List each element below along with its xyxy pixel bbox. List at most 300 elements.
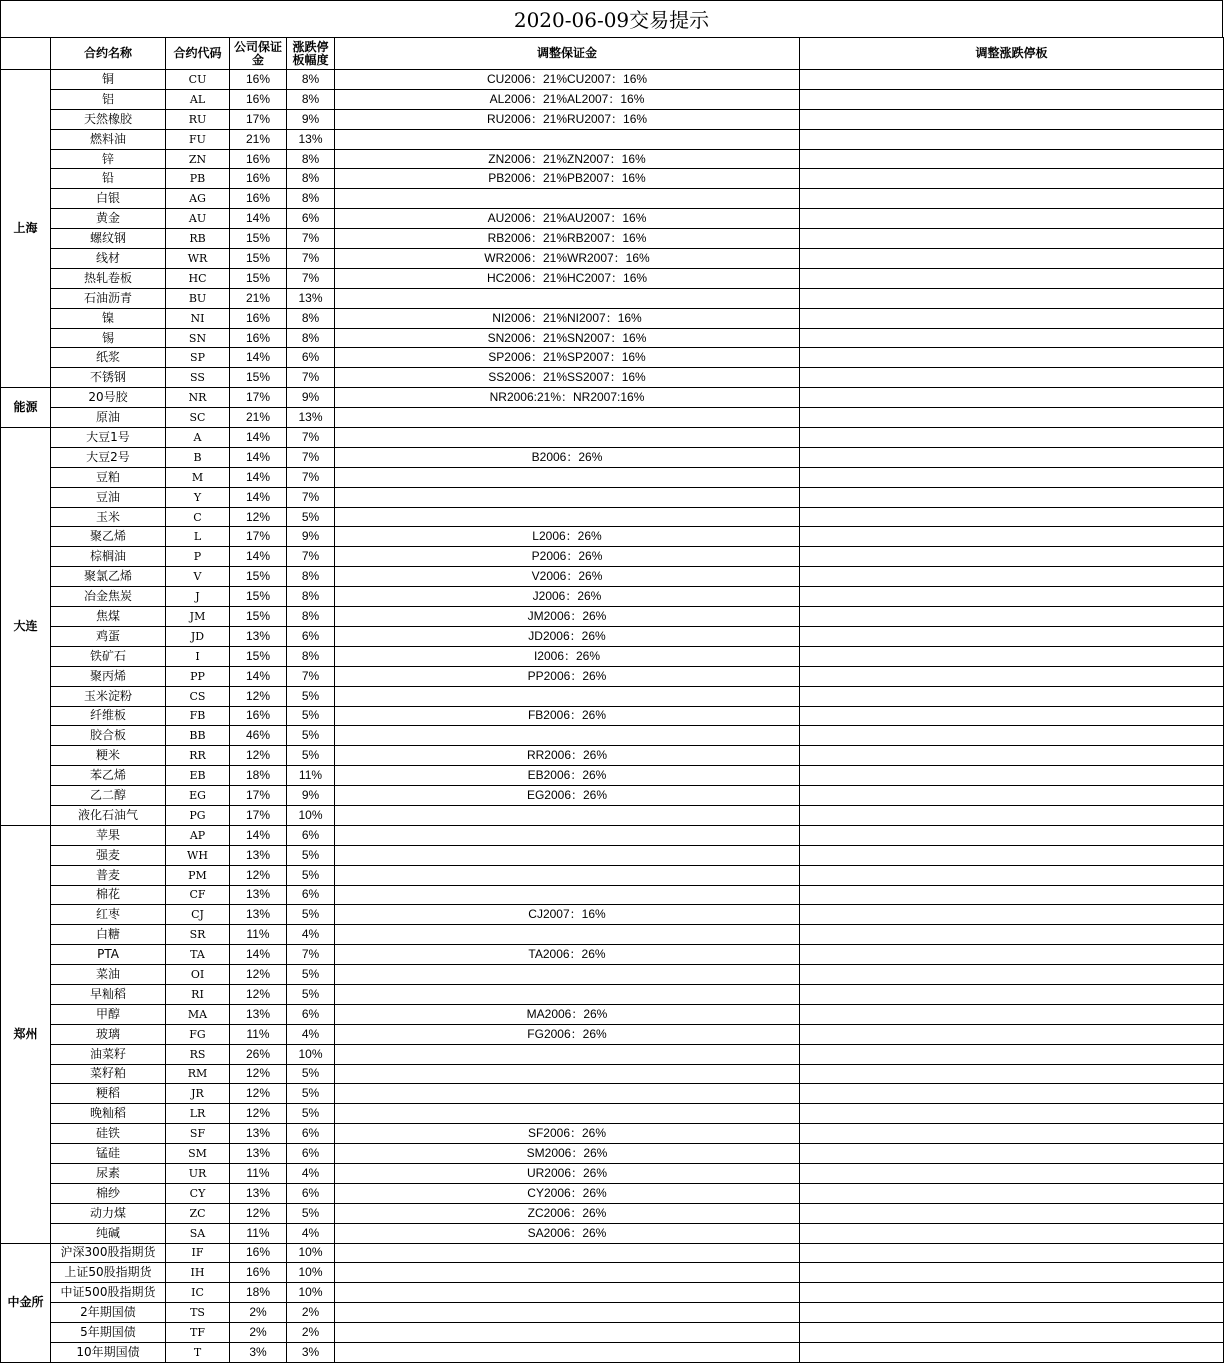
contract-code-cell: PG (166, 805, 230, 825)
table-row (1, 527, 1224, 547)
price-limit-cell: 5% (287, 507, 335, 527)
contract-name-cell: 菜油 (51, 965, 166, 985)
adjust-margin-cell (335, 1303, 800, 1323)
contract-name-cell: 锡 (51, 328, 166, 348)
adjust-margin-cell: B2006：26% (335, 447, 800, 467)
adjust-limit-cell (800, 1084, 1224, 1104)
adjust-margin-cell: RR2006：26% (335, 746, 800, 766)
company-margin-cell: 14% (230, 825, 287, 845)
adjust-limit-cell (800, 1024, 1224, 1044)
adjust-limit-cell (800, 686, 1224, 706)
table-row (1, 786, 1224, 806)
adjust-limit-cell (800, 766, 1224, 786)
adjust-margin-cell: NI2006：21%NI2007：16% (335, 308, 800, 328)
contract-name-cell: 油菜籽 (51, 1044, 166, 1064)
price-limit-cell: 8% (287, 308, 335, 328)
price-limit-cell: 5% (287, 1203, 335, 1223)
company-margin-cell: 15% (230, 587, 287, 607)
adjust-limit-cell (800, 1303, 1224, 1323)
contract-code-cell: AP (166, 825, 230, 845)
contract-name-cell: 纤维板 (51, 706, 166, 726)
table-row (1, 706, 1224, 726)
company-margin-cell: 13% (230, 905, 287, 925)
company-margin-cell: 16% (230, 1243, 287, 1263)
price-limit-cell: 13% (287, 129, 335, 149)
company-margin-cell: 16% (230, 706, 287, 726)
table-row (1, 70, 1224, 90)
table-row (1, 1283, 1224, 1303)
header-row (1, 38, 1224, 70)
contract-name-cell: 5年期国债 (51, 1323, 166, 1343)
exchange-cell: 大连 (1, 428, 51, 826)
contract-code-cell: AL (166, 89, 230, 109)
contract-name-cell: 普麦 (51, 865, 166, 885)
contract-name-cell: 玉米 (51, 507, 166, 527)
company-margin-cell: 14% (230, 348, 287, 368)
adjust-margin-cell: PP2006：26% (335, 666, 800, 686)
contract-code-cell: HC (166, 268, 230, 288)
adjust-margin-cell (335, 408, 800, 428)
table-row (1, 169, 1224, 189)
adjust-limit-cell (800, 189, 1224, 209)
contract-name-cell: 硅铁 (51, 1124, 166, 1144)
adjust-margin-cell: TA2006：26% (335, 945, 800, 965)
price-limit-cell: 5% (287, 1064, 335, 1084)
company-margin-cell: 16% (230, 189, 287, 209)
table-row (1, 984, 1224, 1004)
table-body (1, 70, 1224, 1363)
contract-code-cell: A (166, 428, 230, 448)
contract-name-cell: 尿素 (51, 1163, 166, 1183)
adjust-limit-cell (800, 467, 1224, 487)
table-row (1, 507, 1224, 527)
company-margin-cell: 15% (230, 646, 287, 666)
adjust-limit-cell (800, 1104, 1224, 1124)
price-limit-cell: 7% (287, 268, 335, 288)
contract-code-cell: FG (166, 1024, 230, 1044)
table-row (1, 1343, 1224, 1363)
price-limit-cell: 7% (287, 945, 335, 965)
price-limit-cell: 2% (287, 1303, 335, 1323)
contract-code-cell: AU (166, 209, 230, 229)
price-limit-cell: 5% (287, 1084, 335, 1104)
adjust-limit-cell (800, 626, 1224, 646)
adjust-limit-cell (800, 1163, 1224, 1183)
contract-name-cell: 液化石油气 (51, 805, 166, 825)
adjust-limit-cell (800, 706, 1224, 726)
contract-name-cell: 棉纱 (51, 1183, 166, 1203)
price-limit-cell: 6% (287, 1124, 335, 1144)
table-row (1, 805, 1224, 825)
adjust-limit-cell (800, 1044, 1224, 1064)
adjust-limit-cell (800, 984, 1224, 1004)
contract-code-cell: WR (166, 249, 230, 269)
company-margin-cell: 16% (230, 89, 287, 109)
adjust-limit-cell (800, 1283, 1224, 1303)
table-row (1, 965, 1224, 985)
table-row (1, 428, 1224, 448)
adjust-margin-cell (335, 1283, 800, 1303)
price-limit-cell: 6% (287, 626, 335, 646)
adjust-margin-cell (335, 805, 800, 825)
company-margin-cell: 21% (230, 288, 287, 308)
adjust-limit-cell (800, 1124, 1224, 1144)
table-row (1, 925, 1224, 945)
adjust-margin-cell (335, 1084, 800, 1104)
company-margin-cell: 16% (230, 308, 287, 328)
company-margin-cell: 14% (230, 666, 287, 686)
adjust-margin-cell (335, 726, 800, 746)
price-limit-cell: 8% (287, 646, 335, 666)
table-row (1, 666, 1224, 686)
adjust-margin-cell: UR2006：26% (335, 1163, 800, 1183)
company-margin-cell: 16% (230, 169, 287, 189)
contract-name-cell: 苹果 (51, 825, 166, 845)
adjust-limit-cell (800, 1263, 1224, 1283)
adjust-margin-cell (335, 845, 800, 865)
adjust-margin-cell: AL2006：21%AL2007：16% (335, 89, 800, 109)
table-row (1, 268, 1224, 288)
adjust-margin-cell (335, 925, 800, 945)
adjust-limit-cell (800, 288, 1224, 308)
contract-code-cell: RR (166, 746, 230, 766)
contract-code-cell: CU (166, 70, 230, 90)
contract-name-cell: PTA (51, 945, 166, 965)
company-margin-cell: 17% (230, 109, 287, 129)
adjust-limit-cell (800, 865, 1224, 885)
table-row (1, 825, 1224, 845)
adjust-margin-cell: RU2006：21%RU2007：16% (335, 109, 800, 129)
adjust-limit-cell (800, 109, 1224, 129)
price-limit-cell: 7% (287, 467, 335, 487)
adjust-limit-cell (800, 825, 1224, 845)
contract-code-cell: LR (166, 1104, 230, 1124)
table-row (1, 845, 1224, 865)
table-row (1, 328, 1224, 348)
contract-name-cell: 2年期国债 (51, 1303, 166, 1323)
contract-name-cell: 棉花 (51, 885, 166, 905)
table-row (1, 567, 1224, 587)
table-header (1, 38, 1224, 70)
adjust-margin-cell (335, 467, 800, 487)
header-contract-code: 合约代码 (166, 38, 230, 70)
price-limit-cell: 8% (287, 607, 335, 627)
adjust-limit-cell (800, 209, 1224, 229)
price-limit-cell: 4% (287, 1163, 335, 1183)
adjust-margin-cell (335, 1263, 800, 1283)
exchange-cell: 郑州 (1, 825, 51, 1243)
price-limit-cell: 10% (287, 805, 335, 825)
adjust-margin-cell: V2006：26% (335, 567, 800, 587)
adjust-limit-cell (800, 527, 1224, 547)
price-limit-cell: 7% (287, 428, 335, 448)
contract-name-cell: 豆油 (51, 487, 166, 507)
contract-name-cell: 聚丙烯 (51, 666, 166, 686)
company-margin-cell: 16% (230, 70, 287, 90)
table-row (1, 89, 1224, 109)
table-row (1, 308, 1224, 328)
price-limit-cell: 8% (287, 169, 335, 189)
contract-code-cell: PP (166, 666, 230, 686)
contract-code-cell: ZC (166, 1203, 230, 1223)
contract-name-cell: 原油 (51, 408, 166, 428)
table-row (1, 1064, 1224, 1084)
table-row (1, 149, 1224, 169)
table-row (1, 746, 1224, 766)
contract-name-cell: 线材 (51, 249, 166, 269)
contract-name-cell: 动力煤 (51, 1203, 166, 1223)
contract-code-cell: SS (166, 368, 230, 388)
table-row (1, 1323, 1224, 1343)
table-row (1, 447, 1224, 467)
table-row (1, 865, 1224, 885)
contract-name-cell: 热轧卷板 (51, 268, 166, 288)
adjust-margin-cell: FG2006：26% (335, 1024, 800, 1044)
contract-code-cell: PM (166, 865, 230, 885)
contract-code-cell: MA (166, 1004, 230, 1024)
adjust-margin-cell: ZN2006：21%ZN2007：16% (335, 149, 800, 169)
price-limit-cell: 5% (287, 746, 335, 766)
table-row (1, 408, 1224, 428)
adjust-limit-cell (800, 965, 1224, 985)
company-margin-cell: 12% (230, 507, 287, 527)
contract-code-cell: RM (166, 1064, 230, 1084)
exchange-cell: 上海 (1, 70, 51, 388)
contract-name-cell: 大豆2号 (51, 447, 166, 467)
contract-name-cell: 大豆1号 (51, 428, 166, 448)
contract-code-cell: CF (166, 885, 230, 905)
company-margin-cell: 13% (230, 1124, 287, 1144)
company-margin-cell: 46% (230, 726, 287, 746)
company-margin-cell: 12% (230, 1064, 287, 1084)
contract-code-cell: NI (166, 308, 230, 328)
adjust-limit-cell (800, 1243, 1224, 1263)
contract-code-cell: RI (166, 984, 230, 1004)
company-margin-cell: 16% (230, 149, 287, 169)
price-limit-cell: 5% (287, 984, 335, 1004)
contract-name-cell: 棕榈油 (51, 547, 166, 567)
adjust-limit-cell (800, 1144, 1224, 1164)
contract-name-cell: 聚氯乙烯 (51, 567, 166, 587)
contract-code-cell: M (166, 467, 230, 487)
contract-code-cell: ZN (166, 149, 230, 169)
company-margin-cell: 18% (230, 766, 287, 786)
table-row (1, 945, 1224, 965)
contract-name-cell: 玉米淀粉 (51, 686, 166, 706)
table-row (1, 1084, 1224, 1104)
contract-code-cell: IH (166, 1263, 230, 1283)
company-margin-cell: 13% (230, 1004, 287, 1024)
price-limit-cell: 7% (287, 487, 335, 507)
adjust-limit-cell (800, 666, 1224, 686)
contract-name-cell: 上证50股指期货 (51, 1263, 166, 1283)
contract-code-cell: V (166, 567, 230, 587)
company-margin-cell: 15% (230, 567, 287, 587)
contract-code-cell: C (166, 507, 230, 527)
contract-name-cell: 中证500股指期货 (51, 1283, 166, 1303)
company-margin-cell: 14% (230, 209, 287, 229)
adjust-margin-cell (335, 428, 800, 448)
price-limit-cell: 6% (287, 348, 335, 368)
adjust-margin-cell: I2006：26% (335, 646, 800, 666)
price-limit-cell: 6% (287, 1144, 335, 1164)
table-row (1, 487, 1224, 507)
header-company-margin-label: 公司保证金 (233, 39, 282, 67)
contract-code-cell: IC (166, 1283, 230, 1303)
company-margin-cell: 13% (230, 1183, 287, 1203)
adjust-margin-cell: SA2006：26% (335, 1223, 800, 1243)
price-limit-cell: 7% (287, 666, 335, 686)
adjust-limit-cell (800, 348, 1224, 368)
table-row (1, 467, 1224, 487)
adjust-margin-cell (335, 885, 800, 905)
table-row (1, 288, 1224, 308)
price-limit-cell: 7% (287, 249, 335, 269)
table-row (1, 1104, 1224, 1124)
contract-name-cell: 10年期国债 (51, 1343, 166, 1363)
contract-code-cell: IF (166, 1243, 230, 1263)
company-margin-cell: 2% (230, 1303, 287, 1323)
adjust-margin-cell (335, 1104, 800, 1124)
table-row (1, 1223, 1224, 1243)
adjust-margin-cell: NR2006:21%：NR2007:16% (335, 388, 800, 408)
price-limit-cell: 11% (287, 766, 335, 786)
contract-code-cell: TS (166, 1303, 230, 1323)
company-margin-cell: 15% (230, 229, 287, 249)
table-row (1, 348, 1224, 368)
header-company-margin (230, 38, 287, 70)
adjust-limit-cell (800, 507, 1224, 527)
table-row (1, 1203, 1224, 1223)
company-margin-cell: 12% (230, 686, 287, 706)
adjust-margin-cell (335, 288, 800, 308)
adjust-limit-cell (800, 905, 1224, 925)
table-row (1, 1044, 1224, 1064)
header-adjust-margin: 调整保证金 (335, 38, 800, 70)
company-margin-cell: 12% (230, 1203, 287, 1223)
adjust-limit-cell (800, 945, 1224, 965)
contract-name-cell: 焦煤 (51, 607, 166, 627)
contract-code-cell: JM (166, 607, 230, 627)
adjust-margin-cell: AU2006：21%AU2007：16% (335, 209, 800, 229)
price-limit-cell: 5% (287, 865, 335, 885)
contract-code-cell: AG (166, 189, 230, 209)
contract-name-cell: 黄金 (51, 209, 166, 229)
company-margin-cell: 12% (230, 865, 287, 885)
company-margin-cell: 21% (230, 408, 287, 428)
table-row (1, 209, 1224, 229)
company-margin-cell: 12% (230, 1104, 287, 1124)
contract-name-cell: 早籼稻 (51, 984, 166, 1004)
contract-name-cell: 冶金焦炭 (51, 587, 166, 607)
contract-name-cell: 苯乙烯 (51, 766, 166, 786)
adjust-limit-cell (800, 1343, 1224, 1363)
adjust-limit-cell (800, 845, 1224, 865)
contract-code-cell: RB (166, 229, 230, 249)
company-margin-cell: 11% (230, 1163, 287, 1183)
adjust-limit-cell (800, 607, 1224, 627)
contract-code-cell: BU (166, 288, 230, 308)
exchange-cell: 能源 (1, 388, 51, 428)
price-limit-cell: 9% (287, 388, 335, 408)
adjust-margin-cell: SN2006：21%SN2007：16% (335, 328, 800, 348)
contract-code-cell: SC (166, 408, 230, 428)
company-margin-cell: 12% (230, 984, 287, 1004)
price-limit-cell: 13% (287, 408, 335, 428)
price-limit-cell: 7% (287, 447, 335, 467)
table-row (1, 129, 1224, 149)
price-limit-cell: 7% (287, 229, 335, 249)
price-limit-cell: 5% (287, 726, 335, 746)
contract-name-cell: 鸡蛋 (51, 626, 166, 646)
table-row (1, 1144, 1224, 1164)
table-row (1, 368, 1224, 388)
contract-code-cell: CJ (166, 905, 230, 925)
exchange-cell: 中金所 (1, 1243, 51, 1362)
contract-code-cell: TF (166, 1323, 230, 1343)
table-row (1, 686, 1224, 706)
contract-code-cell: UR (166, 1163, 230, 1183)
price-limit-cell: 8% (287, 70, 335, 90)
adjust-margin-cell: CJ2007：16% (335, 905, 800, 925)
contract-code-cell: SP (166, 348, 230, 368)
price-limit-cell: 8% (287, 89, 335, 109)
table-row (1, 587, 1224, 607)
adjust-limit-cell (800, 368, 1224, 388)
adjust-margin-cell: JD2006：26% (335, 626, 800, 646)
table-row (1, 109, 1224, 129)
company-margin-cell: 13% (230, 626, 287, 646)
contract-code-cell: SA (166, 1223, 230, 1243)
contract-name-cell: 强麦 (51, 845, 166, 865)
adjust-margin-cell: J2006：26% (335, 587, 800, 607)
company-margin-cell: 17% (230, 805, 287, 825)
contract-name-cell: 纯碱 (51, 1223, 166, 1243)
price-limit-cell: 8% (287, 149, 335, 169)
company-margin-cell: 17% (230, 527, 287, 547)
adjust-limit-cell (800, 925, 1224, 945)
table-row (1, 1004, 1224, 1024)
price-limit-cell: 9% (287, 109, 335, 129)
contract-name-cell: 镍 (51, 308, 166, 328)
contract-code-cell: JD (166, 626, 230, 646)
price-limit-cell: 8% (287, 567, 335, 587)
table-row (1, 646, 1224, 666)
header-contract-name: 合约名称 (51, 38, 166, 70)
adjust-margin-cell: ZC2006：26% (335, 1203, 800, 1223)
price-limit-cell: 10% (287, 1243, 335, 1263)
company-margin-cell: 18% (230, 1283, 287, 1303)
page-title: 2020-06-09交易提示 (0, 0, 1223, 37)
adjust-limit-cell (800, 885, 1224, 905)
adjust-margin-cell: JM2006：26% (335, 607, 800, 627)
header-exchange (1, 38, 51, 70)
adjust-limit-cell (800, 646, 1224, 666)
adjust-limit-cell (800, 1064, 1224, 1084)
adjust-margin-cell (335, 1044, 800, 1064)
contract-code-cell: CS (166, 686, 230, 706)
contract-name-cell: 螺纹钢 (51, 229, 166, 249)
adjust-margin-cell (335, 965, 800, 985)
contract-name-cell: 胶合板 (51, 726, 166, 746)
table-row (1, 1163, 1224, 1183)
adjust-margin-cell: RB2006：21%RB2007：16% (335, 229, 800, 249)
contract-name-cell: 晚籼稻 (51, 1104, 166, 1124)
price-limit-cell: 7% (287, 368, 335, 388)
company-margin-cell: 16% (230, 1263, 287, 1283)
adjust-limit-cell (800, 408, 1224, 428)
adjust-margin-cell (335, 686, 800, 706)
